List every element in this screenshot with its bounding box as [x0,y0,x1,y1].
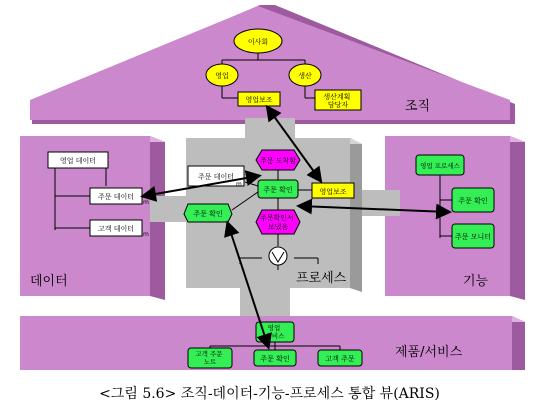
data-entity-customer-label: 고객 데이터 [97,225,135,233]
data-entity-customer-mark: m [143,231,149,238]
process-org-sales-support-label: 영업보조 [319,188,347,196]
data-label: 데이터 [30,274,68,289]
data-entity-sales-label: 영업 데이터 [59,157,97,165]
organization-view [30,5,515,124]
process-block-side [350,138,362,292]
product-service-label: 제품/서비스 [395,345,463,360]
product-sales-service-line-2: 서비스 [265,332,285,340]
product-customer-order-note-line-2: 노트 [203,358,217,366]
function-label: 기능 [463,274,489,289]
product-sales-service-line-1: 영업 [267,324,281,332]
product-sales-service-label [266,323,286,340]
process-event-order-arrival-label: 주문 도착함 [259,157,297,165]
org-sales-support-label: 영업보조 [245,96,273,104]
process-arm-bottom [240,288,290,318]
org-board-label: 이사회 [247,38,269,46]
process-event-confirm-sent-line-1: 주문확인서 [259,214,294,222]
function-view [385,136,525,300]
organization-label: 조직 [405,99,431,114]
function-order-confirm-label: 주문 확인 [458,197,488,205]
data-view [20,136,165,300]
process-order-data-mark: m [236,181,242,188]
process-function-order-confirm-label: 주문 확인 [263,186,293,194]
product-side [512,316,525,370]
data-entity-order-label: 주문 데이터 [97,193,135,201]
org-production-planning-label-1: 생산계획 [323,93,351,101]
product-customer-order-label: 고객 주문 [325,355,355,363]
process-arm-left [150,196,186,222]
process-event-confirm-sent-line-2: 보냈음 [267,223,289,231]
data-entity-order-mark: m [143,199,149,206]
function-side [510,136,525,300]
process-order-data-label: 주문 데이터 [197,173,235,181]
product-order-confirm-label: 주문 확인 [260,355,290,363]
figure-caption: <그림 5.6> 조직-데이터-기능-프로세스 통합 뷰(ARIS) [99,386,440,402]
org-production-label: 생산 [298,72,312,80]
function-sales-process-label: 영업 프로세스 [420,162,460,170]
process-label: 프로세스 [296,271,347,286]
function-order-monitor-label: 주문 모니터 [454,233,492,241]
product-customer-order-note-line-1: 고객 주문 [195,350,223,358]
process-view [150,118,400,318]
org-production-planning-label-2: 담당자 [327,101,349,109]
process-output-order-confirm-label: 주문 확인 [193,210,223,218]
org-sales-label: 영업 [215,72,229,80]
product-service-view [20,316,525,370]
